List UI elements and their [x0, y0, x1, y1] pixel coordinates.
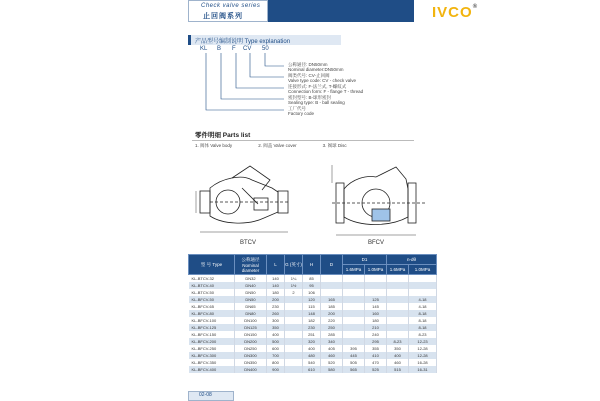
table-cell	[343, 296, 365, 303]
note-3-en: Connection form: F - flange T - thread	[288, 89, 364, 94]
parts-divider	[192, 140, 414, 141]
table-cell	[343, 275, 365, 283]
dimensions-table	[188, 254, 437, 373]
table-cell	[343, 331, 365, 338]
table-cell: 340	[321, 338, 343, 345]
part-item: 1. 阀体 Valve body	[195, 143, 233, 148]
table-cell	[285, 310, 303, 317]
table-cell: DN32	[235, 275, 267, 283]
table-cell	[387, 324, 409, 331]
table-cell	[409, 275, 437, 283]
col-d1-10: 1.0MPa	[365, 265, 387, 275]
table-cell: 500	[267, 338, 285, 345]
table-cell: 395	[343, 345, 365, 352]
table-cell	[285, 352, 303, 359]
col-nd: n-dθ	[387, 255, 437, 265]
table-cell: 250	[321, 324, 343, 331]
table-cell: 200	[321, 310, 343, 317]
table-cell: 2	[285, 289, 303, 296]
table-cell	[285, 345, 303, 352]
table-cell	[285, 303, 303, 310]
table-cell: 106	[303, 289, 321, 296]
table-cell: KL-BFCV-200	[189, 338, 235, 345]
col-l: L	[267, 255, 285, 275]
note-4-zh: 密封型号: B-球形密封	[288, 95, 331, 100]
note-2-en: Valve type code: CV - check valve	[288, 78, 356, 83]
table-cell: 350	[267, 324, 285, 331]
table-cell: 295	[365, 338, 387, 345]
table-cell	[343, 289, 365, 296]
table-cell: 520	[321, 359, 343, 366]
table-cell: 300	[267, 317, 285, 324]
table-cell: 200	[267, 296, 285, 303]
table-cell	[387, 282, 409, 289]
table-cell: 8-18	[409, 324, 437, 331]
table-cell: 125	[365, 296, 387, 303]
table-row	[189, 352, 437, 359]
table-cell: KL-BTCV-32	[189, 275, 235, 283]
table-cell: 185	[321, 303, 343, 310]
table-cell: 525	[365, 366, 387, 373]
btcv-label: BTCV	[240, 240, 257, 246]
table-row	[189, 310, 437, 317]
table-cell: 260	[267, 310, 285, 317]
table-cell	[387, 331, 409, 338]
table-row	[189, 317, 437, 324]
part-item: 3. 阀球 Disc	[322, 143, 347, 148]
table-cell: DN350	[235, 359, 267, 366]
code-seal: B	[217, 46, 222, 52]
col-nd-10: 1.0MPa	[409, 265, 437, 275]
table-cell: 220	[321, 317, 343, 324]
table-cell: 230	[267, 303, 285, 310]
table-cell: 400	[387, 352, 409, 359]
note-5-zh: 工厂代号	[288, 106, 306, 111]
bfcv-drawing	[330, 155, 430, 240]
code-connection: F	[232, 46, 236, 52]
table-row	[189, 275, 437, 283]
type-explanation-title: 产品型号编制说明 Type explanation	[195, 39, 291, 45]
table-row	[189, 289, 437, 296]
table-cell: KL-BFCV-125	[189, 324, 235, 331]
table-cell: 285	[321, 331, 343, 338]
table-cell: 4-18	[409, 296, 437, 303]
table-cell: DN150	[235, 331, 267, 338]
table-cell: 460	[387, 359, 409, 366]
table-cell: KL-BFCV-100	[189, 317, 235, 324]
col-nominal-diameter: 公称通径 Nominal diameter	[235, 255, 267, 275]
table-cell: 210	[365, 324, 387, 331]
code-diameter: 50	[262, 46, 269, 52]
table-cell: 16-28	[409, 359, 437, 366]
table-cell: DN80	[235, 310, 267, 317]
table-cell: DN125	[235, 324, 267, 331]
table-row	[189, 366, 437, 373]
table-cell	[285, 331, 303, 338]
table-cell	[387, 303, 409, 310]
table-cell: 1½	[285, 282, 303, 289]
parts-list-title: 零件明细 Parts list	[195, 132, 251, 139]
page-number: 02-08	[199, 392, 212, 398]
table-cell	[343, 317, 365, 324]
note-3-zh: 连接形式: F-法兰式, T-螺纹式	[288, 84, 347, 89]
col-g: G (英寸)	[285, 255, 303, 275]
series-en: Check valve series	[201, 3, 261, 9]
table-cell	[285, 296, 303, 303]
registered-mark: ®	[472, 4, 479, 10]
table-row	[189, 324, 437, 331]
table-cell: 180	[267, 289, 285, 296]
table-cell: 12-28	[409, 345, 437, 352]
table-cell: 320	[303, 338, 321, 345]
table-cell: 180	[365, 317, 387, 324]
table-cell: 12-28	[409, 352, 437, 359]
btcv-drawing	[192, 158, 302, 240]
table-cell: KL-BFCV-300	[189, 352, 235, 359]
table-cell	[365, 289, 387, 296]
table-cell: 900	[267, 366, 285, 373]
table-cell: 165	[321, 296, 343, 303]
col-nd-16: 1.6MPa	[387, 265, 409, 275]
table-cell: 140	[267, 282, 285, 289]
table-cell	[321, 275, 343, 283]
table-cell	[285, 366, 303, 373]
table-row	[189, 282, 437, 289]
table-cell: 460	[321, 352, 343, 359]
table-cell: 115	[303, 303, 321, 310]
table-cell: 140	[267, 275, 285, 283]
table-cell	[387, 317, 409, 324]
table-cell: 85	[303, 275, 321, 283]
table-cell: 580	[321, 366, 343, 373]
table-cell: 145	[365, 303, 387, 310]
table-cell: KL-BFCV-65	[189, 303, 235, 310]
table-cell: 350	[387, 345, 409, 352]
code-factory: KL	[200, 46, 208, 52]
table-cell: 160	[365, 310, 387, 317]
table-cell: 405	[321, 345, 343, 352]
table-row	[189, 338, 437, 345]
table-cell: DN200	[235, 338, 267, 345]
table-cell: 8-18	[409, 317, 437, 324]
table-cell	[365, 282, 387, 289]
table-cell: 4-18	[409, 303, 437, 310]
table-cell: 355	[365, 345, 387, 352]
table-row	[189, 296, 437, 303]
table-cell: DN250	[235, 345, 267, 352]
table-cell	[343, 338, 365, 345]
table-cell	[285, 359, 303, 366]
table-cell: 12-23	[409, 338, 437, 345]
table-cell	[409, 282, 437, 289]
series-zh: 止回阀系列	[203, 13, 243, 20]
col-d1: D1	[343, 255, 387, 265]
table-cell: 515	[387, 366, 409, 373]
table-cell	[285, 338, 303, 345]
table-cell: 16-31	[409, 366, 437, 373]
table-row	[189, 359, 437, 366]
table-cell	[387, 310, 409, 317]
table-cell: 120	[303, 296, 321, 303]
table-cell	[387, 275, 409, 283]
note-1-en: Nominal diameter:DN50mm	[288, 67, 344, 72]
table-cell: 8-23	[387, 338, 409, 345]
table-cell: KL-BFCV-350	[189, 359, 235, 366]
table-cell: 470	[365, 359, 387, 366]
col-h: H	[303, 255, 321, 275]
table-cell: KL-BFCV-50	[189, 296, 235, 303]
table-cell: 540	[303, 359, 321, 366]
table-cell	[343, 282, 365, 289]
table-row	[189, 345, 437, 352]
table-cell: DN400	[235, 366, 267, 373]
table-row	[189, 331, 437, 338]
part-item: 2. 阀盖 Valve cover	[258, 143, 297, 148]
col-d: D	[321, 255, 343, 275]
table-cell: 251	[303, 331, 321, 338]
table-cell: 610	[303, 366, 321, 373]
table-cell: 445	[343, 352, 365, 359]
table-cell: DN50	[235, 296, 267, 303]
note-2-zh: 阀类代号: CV-止回阀	[288, 73, 330, 78]
table-cell: 400	[267, 331, 285, 338]
table-cell	[409, 289, 437, 296]
table-cell: 148	[303, 310, 321, 317]
table-cell: 240	[365, 331, 387, 338]
note-1-zh: 公称通径: DN50mm	[288, 62, 328, 67]
table-cell: 182	[303, 317, 321, 324]
table-cell	[285, 324, 303, 331]
table-cell	[285, 317, 303, 324]
table-cell: DN50	[235, 289, 267, 296]
table-cell: KL-BTCV-50	[189, 289, 235, 296]
table-cell: DN300	[235, 352, 267, 359]
table-cell: 230	[303, 324, 321, 331]
table-cell	[387, 296, 409, 303]
table-cell: 600	[267, 345, 285, 352]
table-cell: 800	[267, 359, 285, 366]
table-cell: 700	[267, 352, 285, 359]
parts-list	[195, 143, 347, 149]
table-cell: 8-18	[409, 310, 437, 317]
table-cell	[321, 282, 343, 289]
table-cell: 8-23	[409, 331, 437, 338]
col-type: 型 号 Type	[189, 255, 235, 275]
table-cell: 480	[303, 352, 321, 359]
brand-name: IVCO	[432, 4, 473, 21]
bfcv-label: BFCV	[368, 240, 385, 246]
table-row	[189, 303, 437, 310]
table-cell	[387, 289, 409, 296]
table-cell: KL-BFCV-150	[189, 331, 235, 338]
col-d1-16: 1.6MPa	[343, 265, 365, 275]
table-cell: 565	[343, 366, 365, 373]
table-cell: KL-BFCV-80	[189, 310, 235, 317]
table-cell	[343, 303, 365, 310]
table-cell: 95	[303, 282, 321, 289]
table-cell: KL-BTCV-40	[189, 282, 235, 289]
table-cell	[365, 275, 387, 283]
note-5-en: Factory code	[288, 111, 315, 116]
table-cell: KL-BFCV-400	[189, 366, 235, 373]
table-cell: DN65	[235, 303, 267, 310]
table-cell	[343, 324, 365, 331]
table-cell	[321, 289, 343, 296]
code-valve: CV	[243, 46, 252, 52]
table-cell: DN100	[235, 317, 267, 324]
table-cell: 505	[343, 359, 365, 366]
table-cell: 1¼	[285, 275, 303, 283]
table-cell: 410	[365, 352, 387, 359]
table-cell	[343, 310, 365, 317]
table-cell: 400	[303, 345, 321, 352]
note-4-en: Sealing type: B - ball sealing	[288, 100, 345, 105]
table-cell: DN40	[235, 282, 267, 289]
table-cell: KL-BFCV-250	[189, 345, 235, 352]
